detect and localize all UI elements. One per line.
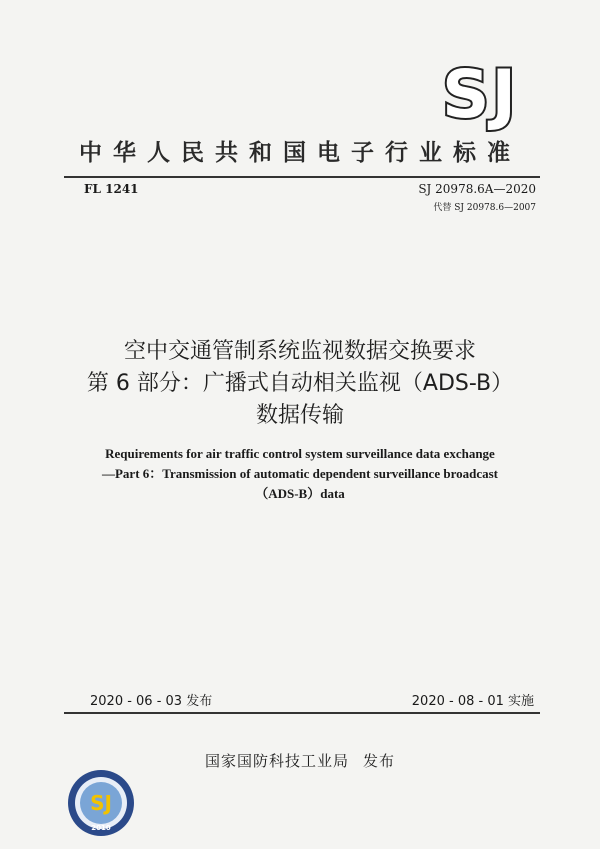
chinese-title-line-3: 数据传输	[255, 403, 344, 428]
standard-number: SJ 20978.6A—2020	[418, 182, 536, 196]
certification-seal-icon	[66, 768, 136, 838]
issuer-name: 国家国防科技工业局	[204, 752, 349, 770]
implement-date: 2020 - 08 - 01 实施	[411, 694, 534, 709]
seal-center-text: SJ	[90, 791, 112, 815]
sj-logo: SJ	[441, 56, 519, 133]
publish-date: 2020 - 06 - 03 发布	[90, 694, 213, 709]
seal-year: 2010	[91, 824, 111, 832]
english-title-line-2: —Part 6：Transmission of automatic dependent surveillance broadcast	[101, 466, 498, 481]
chinese-title-line-1: 空中交通管制系统监视数据交换要求	[123, 339, 476, 364]
english-title-line-3: （ADS-B）data	[255, 486, 345, 501]
top-divider	[64, 176, 540, 178]
bottom-divider	[64, 712, 540, 714]
standard-category-title: 中华人民共和国电子行业标准	[79, 139, 521, 166]
english-title-line-1: Requirements for air traffic control system surveillance data exchange	[105, 446, 495, 461]
chinese-title	[0, 336, 600, 432]
replaces-note: 代替 SJ 20978.6—2007	[433, 203, 536, 213]
issuer-publish-word: 发布	[363, 752, 396, 770]
english-title	[0, 444, 600, 504]
chinese-title-line-2: 第 6 部分：广播式自动相关监视（ADS-B）	[86, 371, 514, 396]
fl-classification-code: FL 1241	[84, 182, 139, 196]
